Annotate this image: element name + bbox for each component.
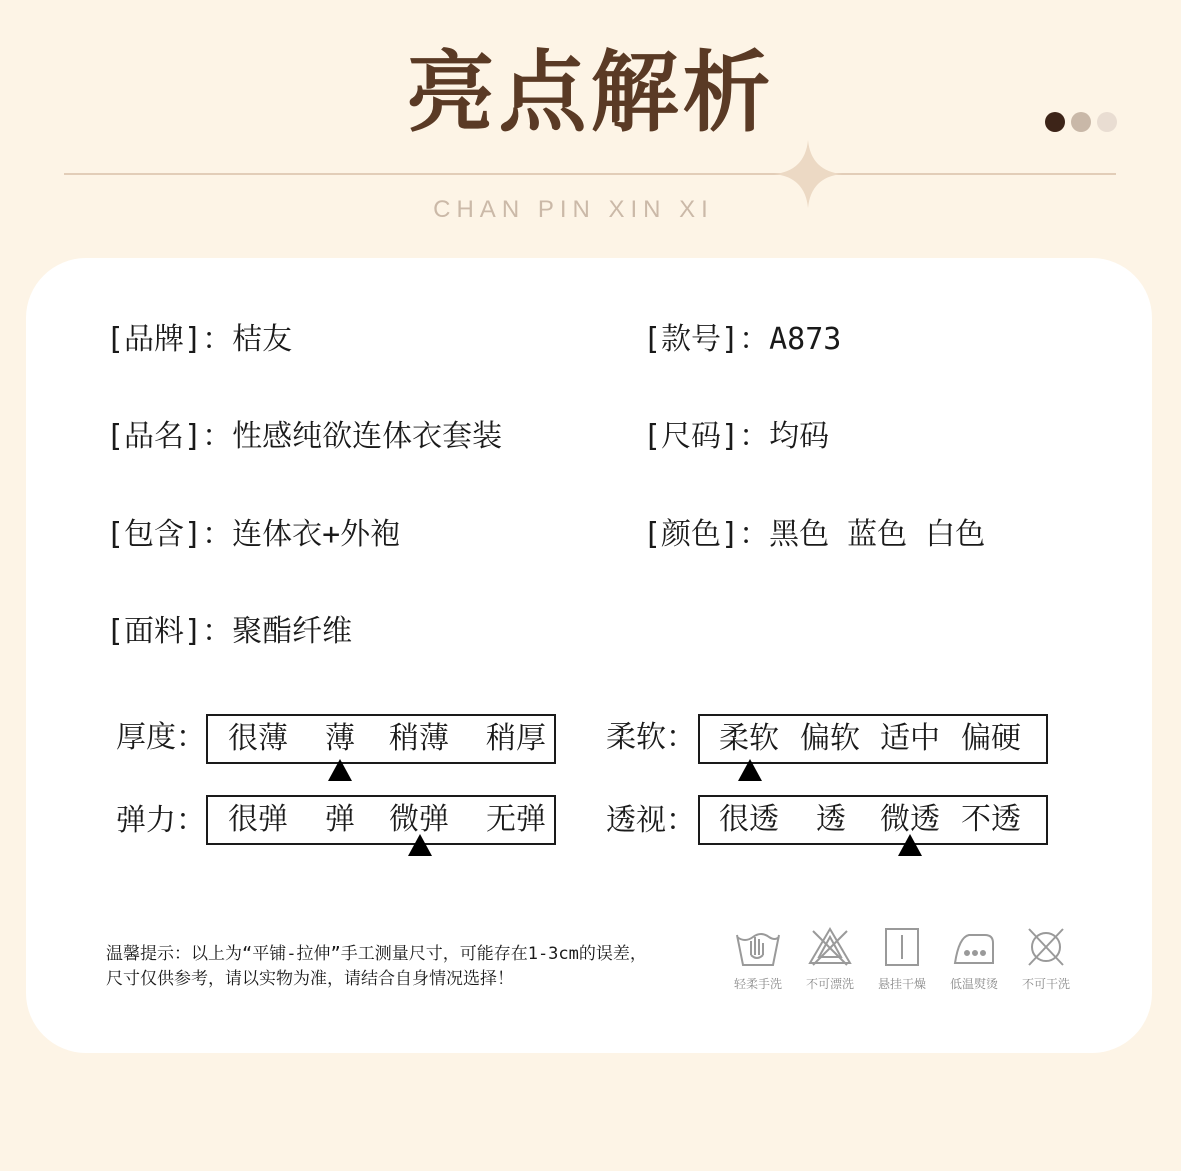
hang-dry-icon	[877, 925, 927, 969]
softness-label: 柔软：	[606, 720, 696, 755]
dot[interactable]	[1071, 112, 1091, 132]
softness-option: 偏软	[800, 721, 860, 756]
thickness-marker	[328, 759, 352, 781]
softness-option: 偏硬	[961, 721, 1021, 756]
transparency-label: 透视：	[606, 803, 696, 838]
thickness-option: 很薄	[228, 721, 288, 756]
spec-value: 聚酯纤维	[232, 614, 353, 649]
elasticity-option: 弹	[325, 802, 355, 837]
spec-label: [款号]：	[643, 322, 770, 357]
care-label: 不可干洗	[1021, 977, 1070, 991]
softness-option: 适中	[880, 721, 940, 756]
care-label: 悬挂干燥	[877, 977, 926, 991]
low-iron-icon	[949, 925, 999, 969]
care-hang-dry	[866, 925, 938, 992]
dot-active[interactable]	[1045, 112, 1065, 132]
measurement-note	[106, 942, 647, 992]
elasticity-option: 无弹	[486, 802, 546, 837]
spec-label: [品牌]：	[106, 322, 233, 357]
spec-fabric	[106, 612, 352, 652]
thickness-label: 厚度：	[116, 720, 206, 755]
spec-value: 连体衣+外袍	[232, 517, 401, 552]
elasticity-label: 弹力：	[116, 803, 206, 838]
transparency-marker	[898, 834, 922, 856]
transparency-option: 透	[816, 802, 846, 837]
spec-size	[643, 417, 829, 457]
elasticity-marker	[408, 834, 432, 856]
care-low-iron	[938, 925, 1010, 992]
spec-label: [颜色]：	[643, 517, 770, 552]
note-line: 尺寸仅供参考，请以实物为准，请结合自身情况选择！	[106, 969, 514, 989]
care-label: 不可漂洗	[805, 977, 854, 991]
spec-value: 均码	[769, 419, 830, 454]
no-dry-clean-icon	[1021, 925, 1071, 969]
spec-label: [品名]：	[106, 419, 233, 454]
thickness-option: 稍厚	[486, 721, 546, 756]
spec-includes	[106, 515, 400, 555]
care-hand-wash	[722, 925, 794, 992]
spec-value: 桔友	[232, 322, 293, 357]
care-label: 低温熨烫	[949, 977, 998, 991]
transparency-scale	[698, 795, 1048, 845]
thickness-option: 稍薄	[389, 721, 449, 756]
transparency-option: 微透	[880, 802, 940, 837]
spec-value: A873	[769, 322, 842, 357]
spec-colors	[643, 515, 985, 555]
spec-model	[643, 320, 841, 360]
softness-option: 柔软	[719, 721, 779, 756]
hand-wash-icon	[733, 925, 783, 969]
divider-left	[64, 173, 782, 175]
softness-scale	[698, 714, 1048, 764]
elasticity-option: 微弹	[389, 802, 449, 837]
spec-value: 性感纯欲连体衣套装	[232, 419, 503, 454]
softness-marker	[738, 759, 762, 781]
thickness-scale	[206, 714, 556, 764]
elasticity-scale	[206, 795, 556, 845]
spec-label: [包含]：	[106, 517, 233, 552]
divider-right	[834, 173, 1116, 175]
spec-brand	[106, 320, 292, 360]
note-line: 温馨提示：以上为“平铺-拉伸”手工测量尺寸，可能存在1-3cm的误差，	[106, 944, 647, 964]
care-no-bleach	[794, 925, 866, 992]
thickness-option: 薄	[325, 721, 355, 756]
care-no-dry-clean	[1010, 925, 1082, 992]
no-bleach-icon	[805, 925, 855, 969]
dot[interactable]	[1097, 112, 1117, 132]
elasticity-option: 很弹	[228, 802, 288, 837]
spec-label: [尺码]：	[643, 419, 770, 454]
care-label: 轻柔手洗	[733, 977, 782, 991]
spec-label: [面料]：	[106, 614, 233, 649]
transparency-option: 不透	[961, 802, 1021, 837]
spec-product-name	[106, 417, 502, 457]
page-subtitle: CHAN PIN XIN XI	[433, 196, 714, 223]
page-title: 亮点解析	[406, 41, 775, 144]
transparency-option: 很透	[719, 802, 779, 837]
spec-value: 黑色 蓝色 白色	[769, 517, 986, 552]
